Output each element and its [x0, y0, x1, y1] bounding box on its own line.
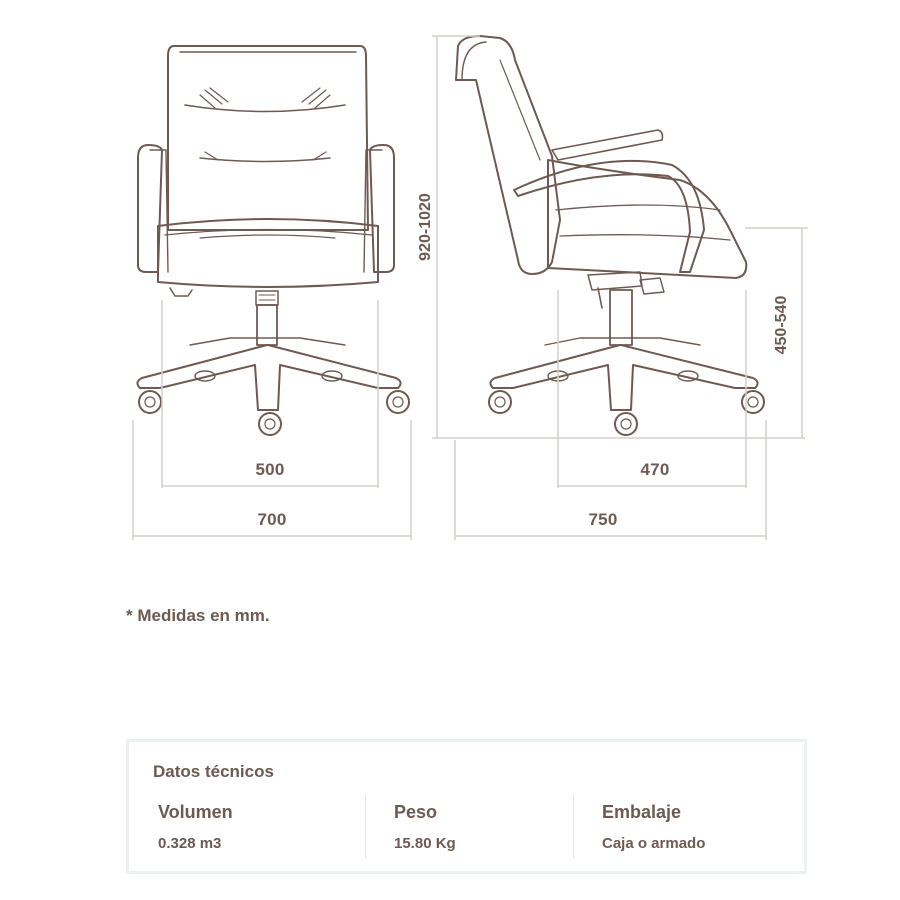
tech-divider: [365, 796, 366, 858]
tech-divider: [573, 796, 574, 858]
tech-label-volume: Volumen: [158, 802, 233, 822]
dim-label-seat-height: 450-540: [773, 295, 790, 355]
tech-column-weight: [394, 802, 456, 852]
measurements-footnote: * Medidas en mm.: [126, 606, 270, 625]
technical-data-panel: [126, 739, 807, 874]
dim-label-total-height: 920-1020: [417, 193, 434, 261]
tech-value-packaging: Caja o armado: [602, 835, 706, 852]
tech-label-weight: Peso: [394, 802, 438, 822]
tech-column-packaging: [602, 802, 705, 852]
dim-label-470: 470: [640, 460, 670, 479]
tech-column-volume: [158, 802, 233, 852]
dimension-line-side-seat: [558, 290, 746, 488]
front-view-chair: [137, 46, 409, 435]
dim-label-500: 500: [255, 460, 285, 479]
tech-value-volume: 0.328 m3: [158, 835, 222, 852]
technical-data-title: Datos técnicos: [153, 762, 274, 781]
tech-value-weight: 15.80 Kg: [394, 835, 456, 852]
tech-label-packaging: Embalaje: [602, 802, 682, 822]
dim-label-750: 750: [588, 510, 618, 529]
side-view-chair: [456, 36, 764, 435]
dim-label-700: 700: [257, 510, 287, 529]
